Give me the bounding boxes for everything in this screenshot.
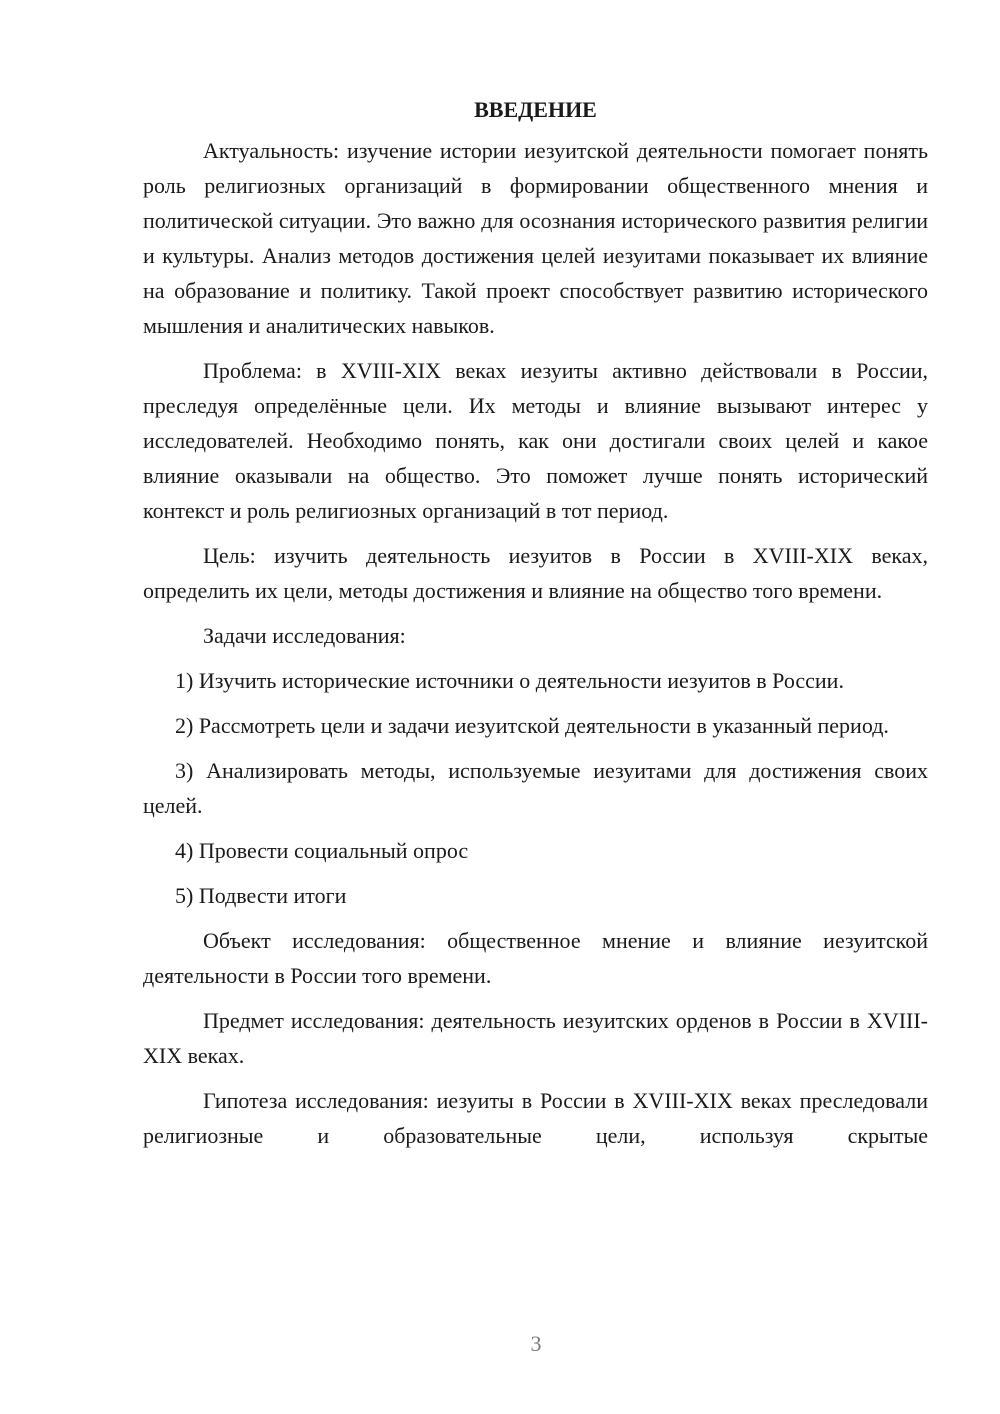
page-title: ВВЕДЕНИЕ [474,97,597,122]
task-item-5: 5) Подвести итоги [175,883,347,908]
hypothesis-paragraph: Гипотеза исследования: иезуиты в России в XVIII-XIX веках преследовали религиозные и образовательные цели, используя скрытые [143,1088,928,1148]
task-item-1: 1) Изучить исторические источники о деятельности иезуитов в России. [175,668,844,693]
goal-paragraph: Цель: изучить деятельность иезуитов в России в XVIII-XIX веках, определить их цели, методы достижения и влияние на общество того времени. [143,543,928,603]
problem-paragraph: Проблема: в XVIII-XIX веках иезуиты активно действовали в России, преследуя определённые цели. Их методы и влияние вызывают интерес у исследователей. Необходимо понять, как они достигали своих целей и какое влияние оказывали на общество. Это поможет лучше понять исторический контекст и роль религиозных организаций в тот период. [143,358,928,523]
tasks-title: Задачи исследования: [203,623,406,648]
page-number: 3 [530,1331,542,1356]
document-page [143,95,928,1163]
task-item-4: 4) Провести социальный опрос [175,838,469,863]
relevance-paragraph: Актуальность: изучение истории иезуитской деятельности помогает понять роль религиозных организаций в формировании общественного мнения и политической ситуации. Это важно для осознания исторического развития религии и культуры. Анализ методов достижения целей иезуитами показывает их влияние на образование и политику. Такой проект способствует развитию исторического мышления и аналитических навыков. [143,138,928,338]
subject-paragraph: Предмет исследования: деятельность иезуитских орденов в России в XVIII-XIX веках. [143,1008,928,1068]
task-item-3: 3) Анализировать методы, используемые иезуитами для достижения своих целей. [143,758,928,818]
task-item-2: 2) Рассмотреть цели и задачи иезуитской деятельности в указанный период. [175,713,889,738]
object-paragraph: Объект исследования: общественное мнение и влияние иезуитской деятельности в России того времени. [143,928,928,988]
